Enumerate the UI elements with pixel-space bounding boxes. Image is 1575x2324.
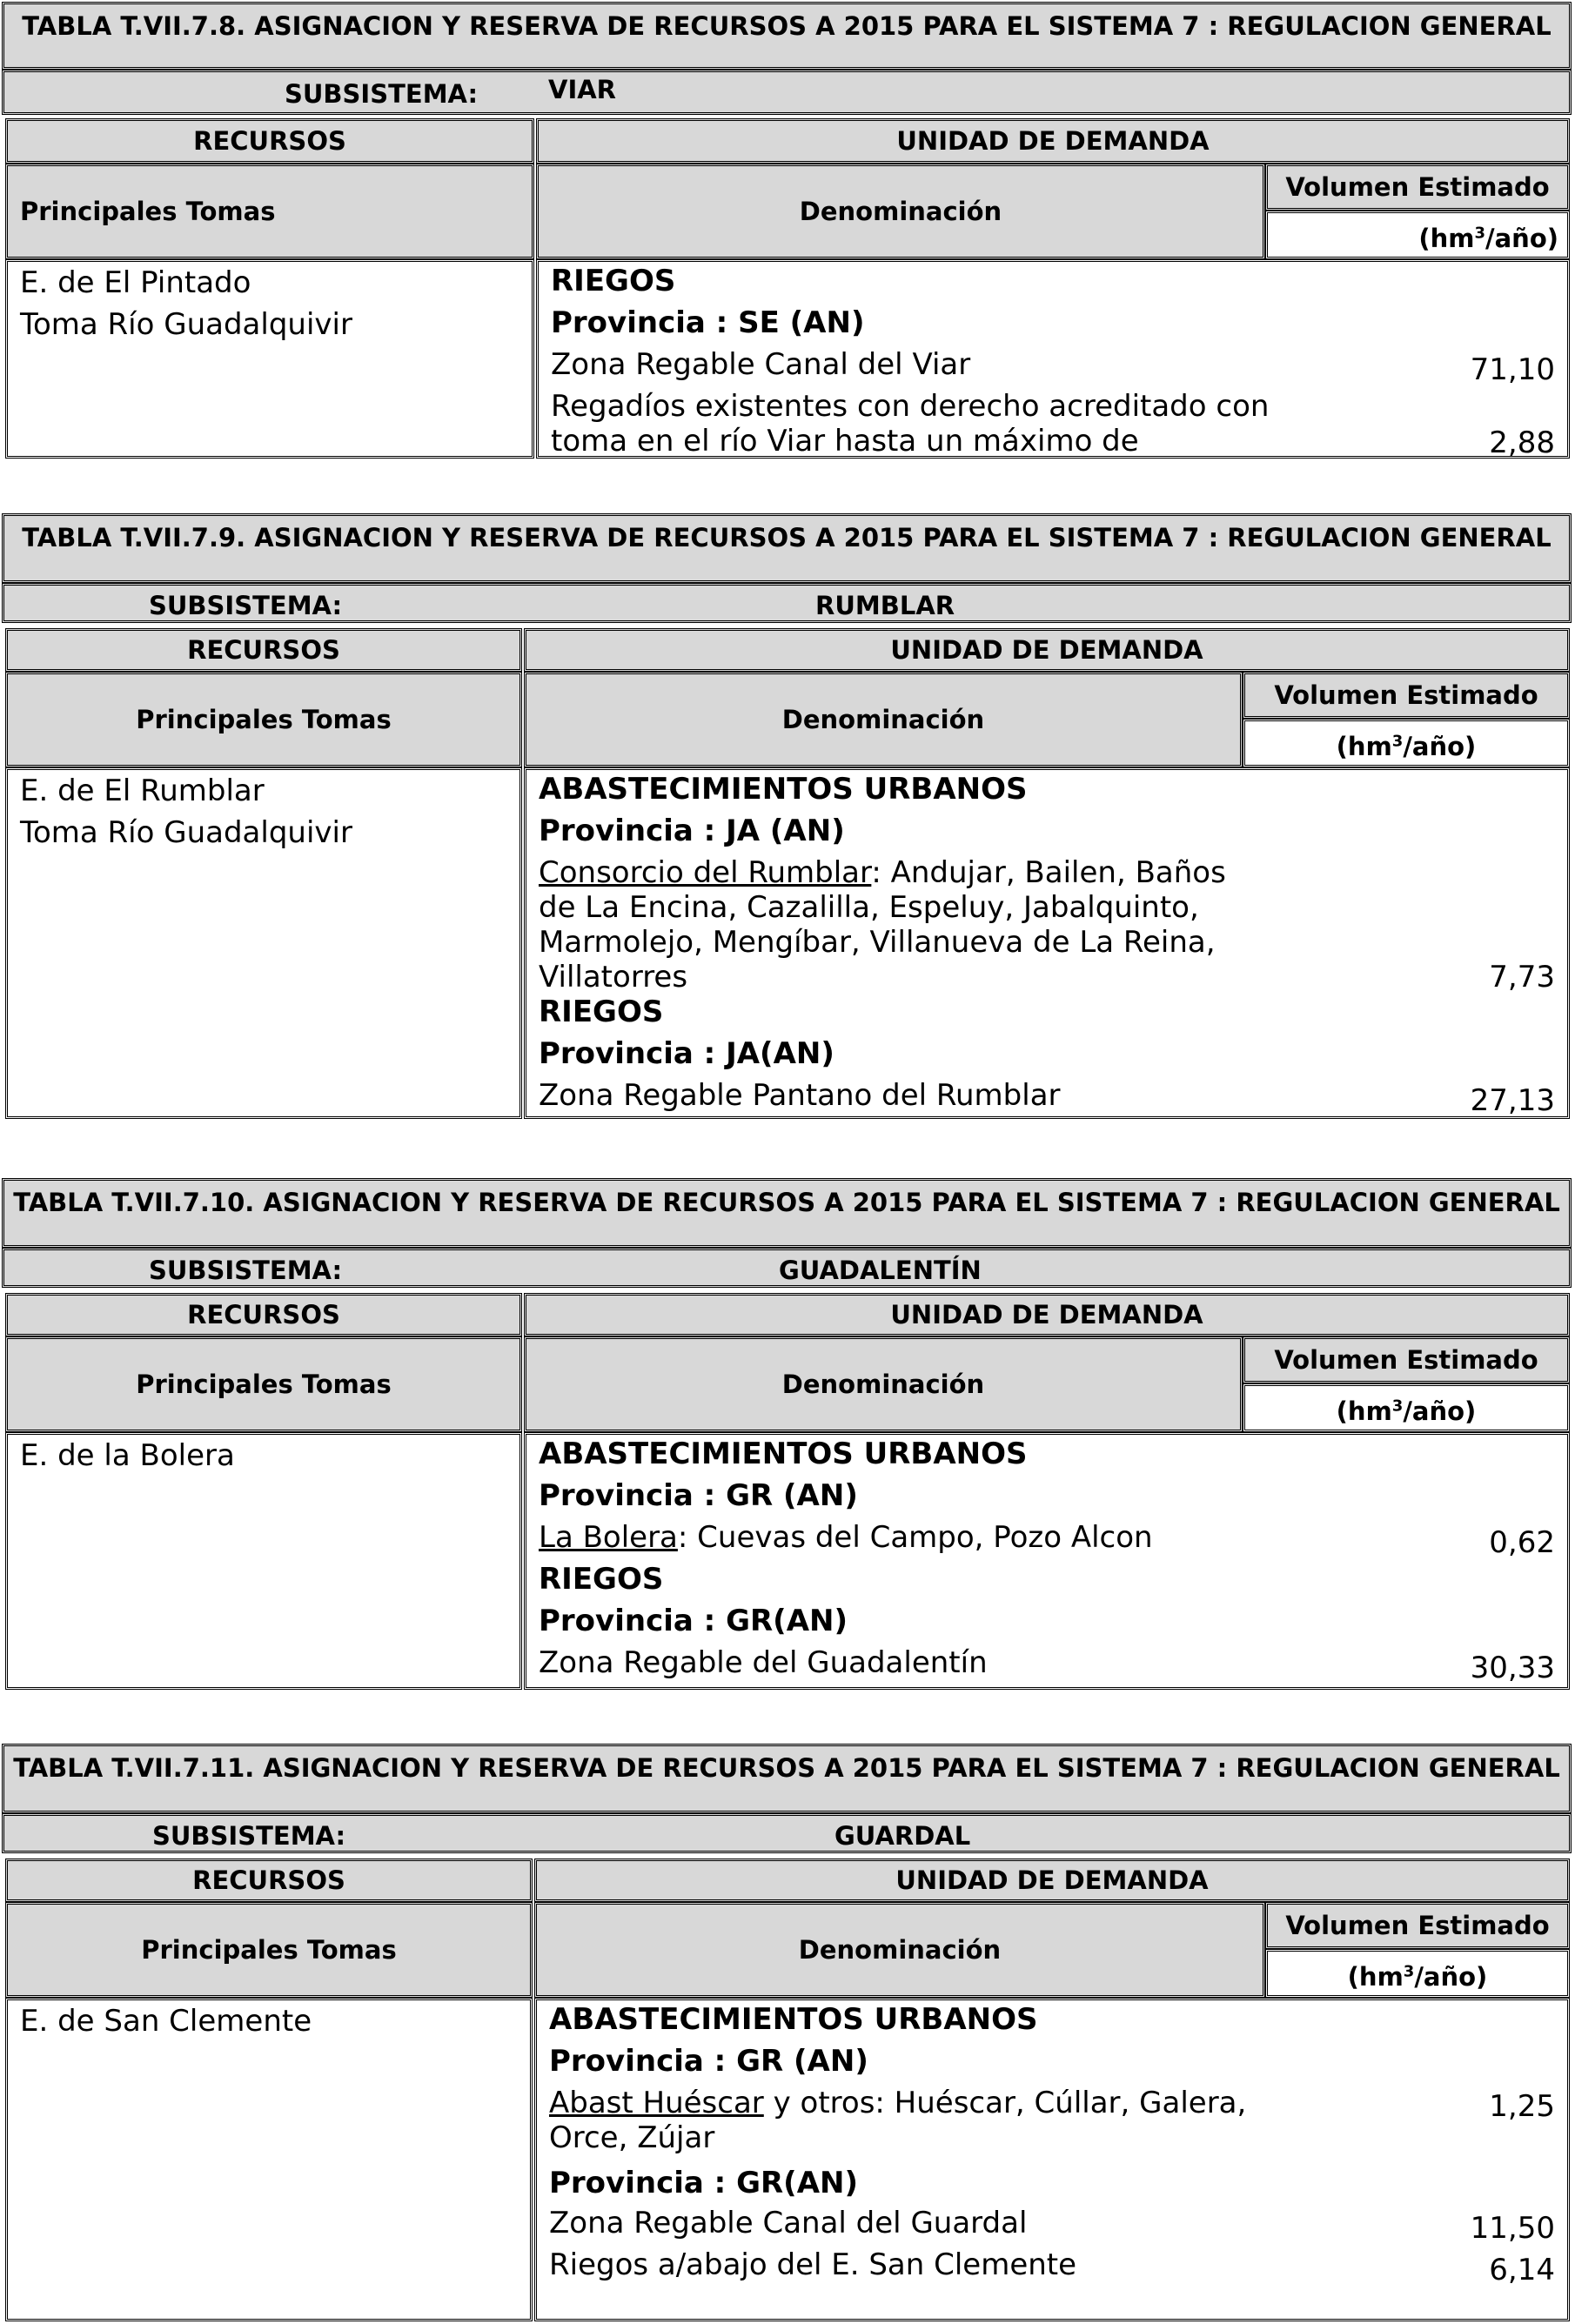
entity-name: La Bolera: [539, 1520, 678, 1555]
provincia-label: Provincia : GR (AN): [549, 2044, 868, 2079]
demand-line: Riegos a/abajo del E. San Clemente: [549, 2247, 1077, 2282]
volume-value: 0,62: [1489, 1525, 1555, 1560]
denominacion-header: Denominación: [536, 164, 1265, 259]
toma-item: Toma Río Guadalquivir: [20, 815, 352, 850]
tomas-header: Principales Tomas: [5, 164, 534, 259]
subsistema-label: SUBSISTEMA:: [149, 1256, 343, 1285]
demand-line: de La Encina, Cazalilla, Espeluy, Jabalquinto,: [539, 890, 1199, 925]
subsistema-row: [2, 583, 1572, 623]
demand-line: Zona Regable Pantano del Rumblar: [539, 1078, 1061, 1113]
toma-item: E. de El Pintado: [20, 265, 251, 300]
category-title: RIEGOS: [539, 1562, 664, 1597]
volume-value: 2,88: [1489, 425, 1555, 460]
subsistema-value: GUARDAL: [834, 1821, 971, 1851]
table-guardal: [2, 1744, 1572, 2321]
demanda-cell: [536, 259, 1570, 459]
volume-value: 30,33: [1470, 1651, 1555, 1685]
category-title: ABASTECIMIENTOS URBANOS: [539, 1437, 1028, 1471]
denominacion-header: Denominación: [524, 672, 1243, 767]
table-title: TABLA T.VII.7.8. ASIGNACION Y RESERVA DE RECURSOS A 2015 PARA EL SISTEMA 7 : REGULACION GENERAL: [2, 2, 1572, 70]
subsistema-label: SUBSISTEMA:: [285, 79, 479, 109]
unit-cell: $(hm^3/año)$: [1243, 719, 1570, 767]
unidad-header: UNIDAD DE DEMANDA: [524, 1293, 1570, 1336]
tomas-header: Principales Tomas: [5, 1902, 533, 1998]
demand-line: Consorcio del Rumblar: Andujar, Bailen, Baños: [539, 855, 1226, 890]
volume-value: 27,13: [1470, 1083, 1555, 1118]
demand-line: Zona Regable Canal del Guardal: [549, 2206, 1028, 2240]
unit-cell: $(hm^3/año)$: [1265, 1949, 1570, 1998]
subsistema-row: [2, 70, 1572, 115]
demanda-cell: [534, 1998, 1570, 2321]
demand-line: Abast Huéscar y otros: Huéscar, Cúllar, Galera,: [549, 2086, 1247, 2120]
demand-line: Marmolejo, Mengíbar, Villanueva de La Reina,: [539, 925, 1216, 960]
demand-line: toma en el río Viar hasta un máximo de: [551, 424, 1139, 459]
tomas-cell: [5, 1998, 533, 2321]
provincia-label: Provincia : SE (AN): [551, 305, 865, 340]
unidad-header: UNIDAD DE DEMANDA: [534, 1859, 1570, 1902]
subsistema-row: [2, 1248, 1572, 1288]
recursos-header: RECURSOS: [5, 1859, 533, 1902]
demand-line: La Bolera: Cuevas del Campo, Pozo Alcon: [539, 1520, 1153, 1555]
demand-line: Orce, Zújar: [549, 2120, 715, 2155]
volume-value: 11,50: [1470, 2211, 1555, 2246]
volumen-header: Volumen Estimado: [1243, 1336, 1570, 1383]
volumen-header: Volumen Estimado: [1265, 164, 1570, 211]
tomas-header: Principales Tomas: [5, 672, 522, 767]
toma-item: E. de San Clemente: [20, 2004, 312, 2039]
volume-value: 7,73: [1489, 960, 1555, 995]
tomas-cell: [5, 259, 534, 459]
volumen-header: Volumen Estimado: [1243, 672, 1570, 719]
demanda-cell: [524, 767, 1570, 1119]
tomas-cell: [5, 767, 522, 1119]
volumen-header: Volumen Estimado: [1265, 1902, 1570, 1949]
toma-item: E. de la Bolera: [20, 1438, 235, 1473]
recursos-header: RECURSOS: [5, 118, 534, 164]
category-title: ABASTECIMIENTOS URBANOS: [549, 2002, 1038, 2037]
subsistema-value: RUMBLAR: [815, 591, 955, 620]
provincia-label: Provincia : GR(AN): [549, 2166, 859, 2200]
denominacion-header: Denominación: [524, 1336, 1243, 1432]
demand-line: Zona Regable del Guadalentín: [539, 1645, 988, 1680]
subsistema-value: GUADALENTÍN: [779, 1256, 982, 1285]
category-title: RIEGOS: [551, 264, 676, 298]
demand-line: Zona Regable Canal del Viar: [551, 347, 971, 382]
unit-cell: $(hm^3/año)$: [1243, 1383, 1570, 1432]
category-title: ABASTECIMIENTOS URBANOS: [539, 772, 1028, 807]
provincia-label: Provincia : GR (AN): [539, 1478, 858, 1513]
table-title: TABLA T.VII.7.9. ASIGNACION Y RESERVA DE RECURSOS A 2015 PARA EL SISTEMA 7 : REGULACION GENERAL: [2, 513, 1572, 583]
unidad-header: UNIDAD DE DEMANDA: [524, 628, 1570, 672]
volume-value: 1,25: [1489, 2089, 1555, 2124]
toma-item: Toma Río Guadalquivir: [20, 307, 352, 342]
category-title: RIEGOS: [539, 995, 664, 1029]
unidad-header: UNIDAD DE DEMANDA: [536, 118, 1570, 164]
volume-value: 6,14: [1489, 2253, 1555, 2287]
table-title: TABLA T.VII.7.11. ASIGNACION Y RESERVA DE RECURSOS A 2015 PARA EL SISTEMA 7 : REGULACION GENERAL: [2, 1744, 1572, 1813]
table-title: TABLA T.VII.7.10. ASIGNACION Y RESERVA DE RECURSOS A 2015 PARA EL SISTEMA 7 : REGULACION GENERAL: [2, 1178, 1572, 1248]
denominacion-header: Denominación: [534, 1902, 1265, 1998]
provincia-label: Provincia : GR(AN): [539, 1604, 848, 1638]
recursos-header: RECURSOS: [5, 1293, 522, 1336]
volume-value: 71,10: [1470, 352, 1555, 387]
subsistema-label: SUBSISTEMA:: [149, 591, 343, 620]
demand-line: Villatorres: [539, 960, 688, 995]
table-guadalentin: [2, 1178, 1572, 1691]
subsistema-value: VIAR: [548, 75, 617, 104]
toma-item: E. de El Rumblar: [20, 774, 265, 808]
subsistema-label: SUBSISTEMA:: [152, 1821, 346, 1851]
subsistema-row: [2, 1813, 1572, 1853]
recursos-header: RECURSOS: [5, 628, 522, 672]
entity-name: Abast Huéscar: [549, 2086, 764, 2120]
entity-name: Consorcio del Rumblar: [539, 855, 872, 890]
tomas-cell: [5, 1432, 522, 1690]
provincia-label: Provincia : JA(AN): [539, 1036, 834, 1071]
unit-cell: $(hm^3/año)$: [1265, 211, 1570, 259]
demand-line: Regadíos existentes con derecho acreditado con: [551, 389, 1270, 424]
provincia-label: Provincia : JA (AN): [539, 814, 845, 848]
table-rumblar: [2, 513, 1572, 1122]
demanda-cell: [524, 1432, 1570, 1690]
tomas-header: Principales Tomas: [5, 1336, 522, 1432]
table-viar: [2, 2, 1572, 459]
